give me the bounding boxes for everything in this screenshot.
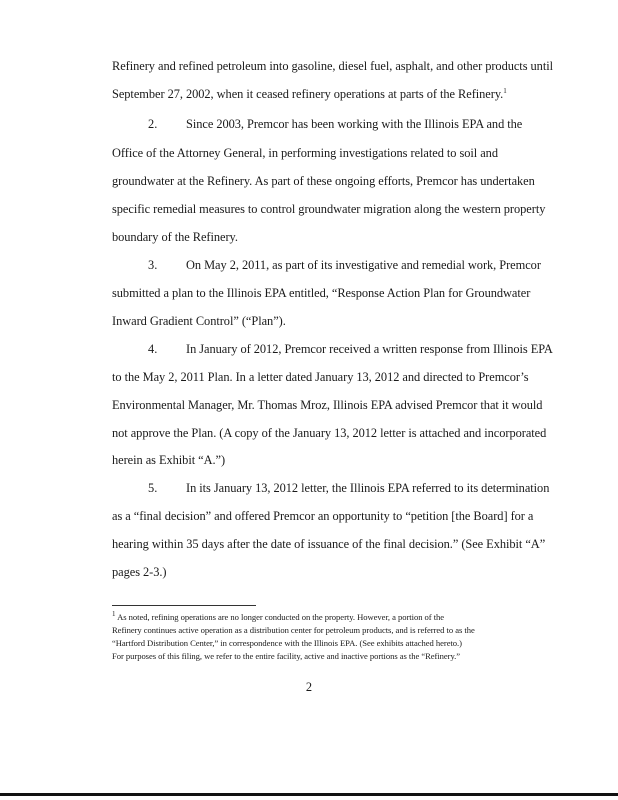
paragraph-first-line: On May 2, 2011, as part of its investigative and remedial work, Premcor [186,258,541,272]
paragraph-number: 5. [148,481,158,495]
body-line: groundwater at the Refinery. As part of these ongoing efforts, Premcor has undertaken [112,174,535,188]
body-line: specific remedial measures to control groundwater migration along the western property [112,202,546,216]
footnote-line: For purposes of this filing, we refer to the entire facility, active and inactive portions as the “Refinery.” [112,651,461,661]
body-line: Inward Gradient Control” (“Plan”). [112,314,286,328]
footnote-line: Refinery continues active operation as a distribution center for petroleum products, and is referred to as the [112,625,475,635]
paragraph-number: 4. [148,342,158,356]
body-line-text: September 27, 2002, when it ceased refinery operations at parts of the Refinery. [112,87,504,101]
body-line: Environmental Manager, Mr. Thomas Mroz, Illinois EPA advised Premcor that it would [112,398,543,412]
body-line: hearing within 35 days after the date of issuance of the final decision.” (See Exhibit “A” [112,537,546,551]
paragraph-number: 2. [148,117,158,131]
page-number: 2 [305,680,313,694]
footnote-line [112,612,444,622]
footnote-reference: 1 [503,86,507,95]
paragraph-first-line: Since 2003, Premcor has been working with the Illinois EPA and the [186,117,523,131]
body-line [112,87,507,102]
body-line: boundary of the Refinery. [112,230,238,244]
paragraph-first-line: In January of 2012, Premcor received a written response from Illinois EPA [186,342,553,356]
paragraph-number: 3. [148,258,158,272]
body-line: herein as Exhibit “A.”) [112,453,226,467]
body-line: Office of the Attorney General, in performing investigations related to soil and [112,146,498,160]
paragraph-first-line: In its January 13, 2012 letter, the Illinois EPA referred to its determination [186,481,550,495]
body-line: Refinery and refined petroleum into gasoline, diesel fuel, asphalt, and other products until [112,59,553,73]
body-line: as a “final decision” and offered Premcor an opportunity to “petition [the Board] for a [112,509,534,523]
body-line: pages 2-3.) [112,565,167,579]
body-line: submitted a plan to the Illinois EPA entitled, “Response Action Plan for Groundwater [112,286,531,300]
body-line: to the May 2, 2011 Plan. In a letter dated January 13, 2012 and directed to Premcor’s [112,370,529,384]
footnote-marker: 1 [112,610,116,619]
scan-edge-bar [0,793,618,796]
body-line: not approve the Plan. (A copy of the January 13, 2012 letter is attached and incorporated [112,426,547,440]
footnote-text: As noted, refining operations are no longer conducted on the property. However, a portion of the [117,612,445,622]
footnote-line: “Hartford Distribution Center,” in correspondence with the Illinois EPA. (See exhibits attached hereto.) [112,638,462,648]
footnote-separator [112,605,256,606]
